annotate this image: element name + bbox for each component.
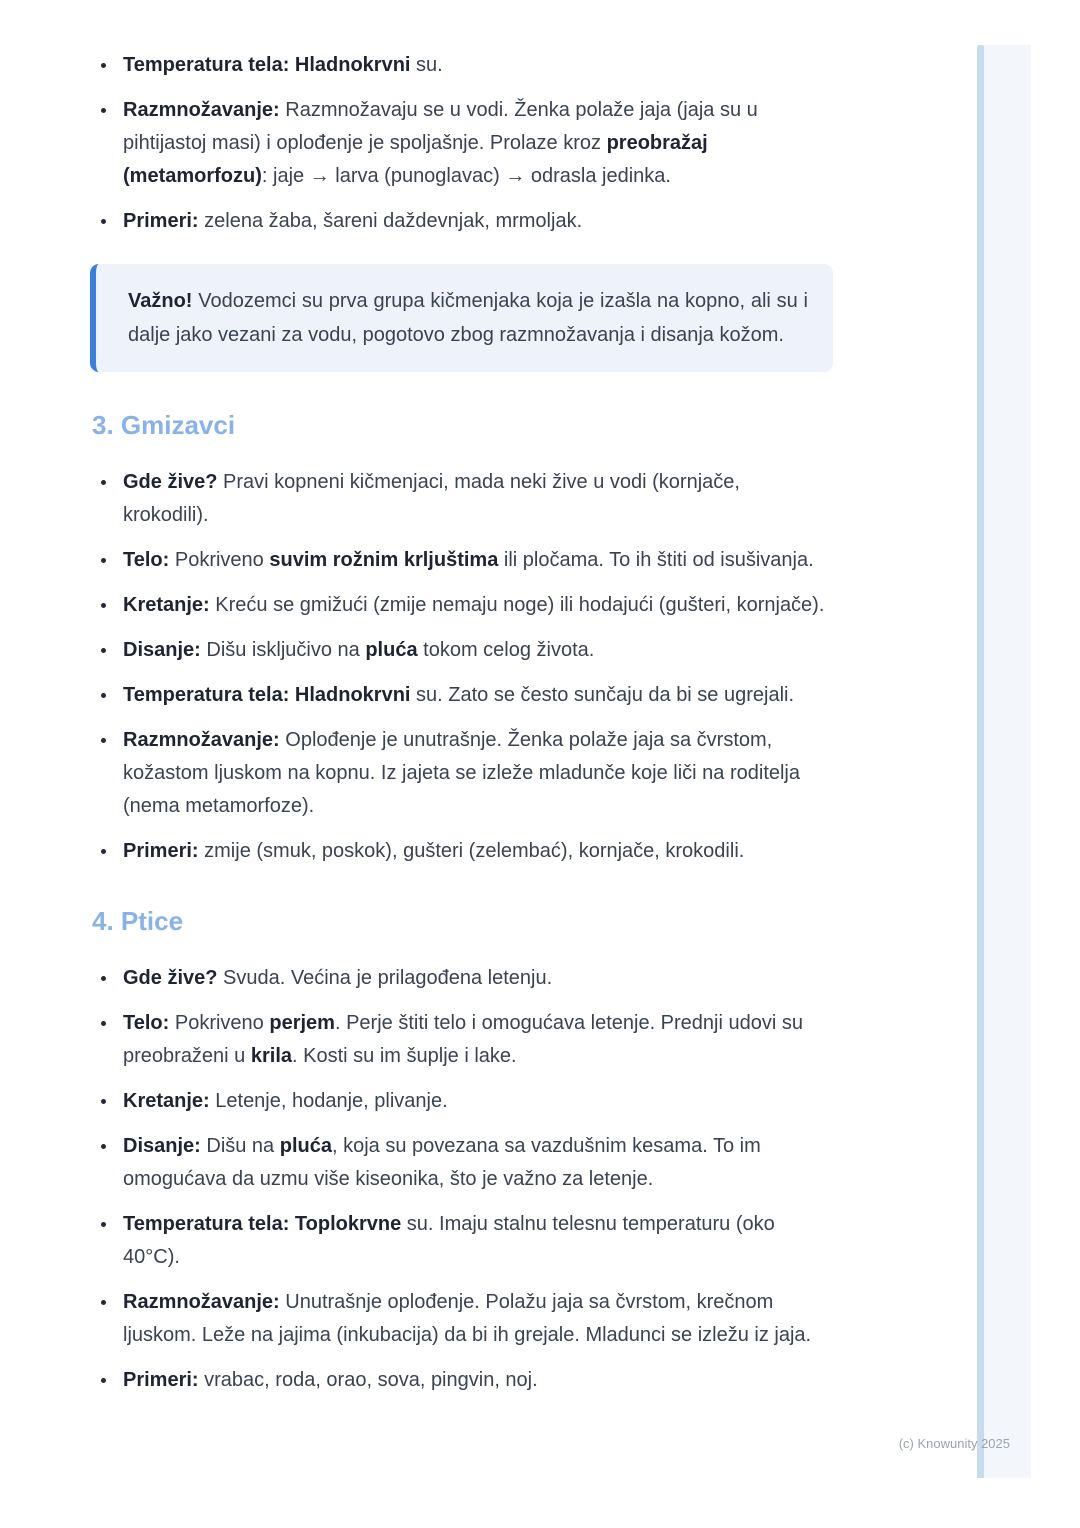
bullet-dot-icon (101, 1144, 106, 1149)
callout-body: Vodozemci su prva grupa kičmenjaka koja je izašla na kopno, ali su i dalje jako vezani za vodu, pogotovo zbog razmnožavanja i disanja kožom. (128, 290, 808, 346)
bullet-dot-icon (101, 693, 106, 698)
list-item-text: Telo: Pokriveno perjem. Perje štiti telo i omogućava letenje. Prednji udovi su preobraženi u krila. Kosti su im šuplje i lake. (123, 1012, 803, 1067)
list-item-text: Razmnožavanje: Oplođenje je unutrašnje. Ženka polaže jaja sa čvrstom, kožastom ljuskom na kopnu. Iz jajeta se izleže mladunče koje liči na roditelja (nema metamorfoze). (123, 729, 801, 817)
list-item-text: Temperatura tela: Toplokrvne su. Imaju stalnu telesnu temperaturu (oko 40°C). (123, 1213, 775, 1268)
list-item-text: Disanje: Dišu isključivo na pluća tokom celog života. (123, 639, 595, 661)
list-item-text: Gde žive? Pravi kopneni kičmenjaci, mada neki žive u vodi (kornjače, krokodili). (123, 471, 740, 526)
footer-copyright: (c) Knowunity 2025 (898, 1436, 1010, 1451)
list-item-text: Temperatura tela: Hladnokrvni su. Zato se često sunčaju da bi se ugrejali. (123, 684, 795, 706)
bullet-dot-icon (101, 108, 106, 113)
list-item (123, 205, 825, 238)
bullet-dot-icon (101, 738, 106, 743)
list-item (123, 634, 825, 667)
callout-label: Važno! (128, 290, 193, 312)
bullet-dot-icon (101, 1021, 106, 1026)
list-item (123, 94, 825, 193)
list-item (123, 1085, 825, 1118)
list-item (123, 1208, 825, 1274)
list-item-text: Temperatura tela: Hladnokrvni su. (123, 54, 443, 76)
list-item (123, 1286, 825, 1352)
list-item-text: Disanje: Dišu na pluća, koja su povezana sa vazdušnim kesama. To im omogućava da uzmu više kiseonika, što je važno za letenje. (123, 1135, 761, 1190)
bullet-dot-icon (101, 480, 106, 485)
list-item (123, 962, 825, 995)
list-item (123, 835, 825, 868)
bullet-dot-icon (101, 1378, 106, 1383)
list-item-text: Primeri: vrabac, roda, orao, sova, pingvin, noj. (123, 1369, 538, 1391)
callout-text (128, 284, 808, 352)
page-edge-panel (984, 45, 1031, 1478)
list-item-text: Primeri: zmije (smuk, poskok), gušteri (zelembać), kornjače, krokodili. (123, 840, 745, 862)
list-item-text: Kretanje: Kreću se gmižući (zmije nemaju noge) ili hodajući (gušteri, kornjače). (123, 594, 825, 616)
list-item-text: Kretanje: Letenje, hodanje, plivanje. (123, 1090, 448, 1112)
section-ptice (92, 906, 835, 1397)
list-item-text: Razmnožavanje: Razmnožavaju se u vodi. Ženka polaže jaja (jaja su u pihtijastoj masi) i oplođenje je spoljašnje. Prolaze kroz preobražaj (metamorfozu): jaje → larva (punoglavac) → odrasla jedinka. (123, 99, 758, 187)
section-title-gmizavci: 3. Gmizavci (92, 410, 236, 440)
bullet-dot-icon (101, 63, 106, 68)
bullet-dot-icon (101, 558, 106, 563)
document-content (92, 49, 835, 1409)
bullet-dot-icon (101, 1222, 106, 1227)
list-item (123, 1364, 825, 1397)
section-title-ptice: 4. Ptice (92, 906, 184, 936)
list-item (123, 724, 825, 823)
bullet-dot-icon (101, 648, 106, 653)
list-item-text: Primeri: zelena žaba, šareni daždevnjak, mrmoljak. (123, 210, 583, 232)
intro-bullet-list (92, 49, 835, 238)
list-item (123, 466, 825, 532)
list-item-text: Gde žive? Svuda. Većina je prilagođena letenju. (123, 967, 553, 989)
list-item (123, 1130, 825, 1196)
list-item (123, 589, 825, 622)
list-item-text: Razmnožavanje: Unutrašnje oplođenje. Polažu jaja sa čvrstom, krečnom ljuskom. Leže na jajima (inkubacija) da bi ih grejale. Mladunci se izležu iz jaja. (123, 1291, 812, 1346)
gmizavci-bullet-list (92, 466, 835, 868)
page-edge-strip (977, 45, 984, 1478)
bullet-dot-icon (101, 849, 106, 854)
list-item (123, 1007, 825, 1073)
bullet-dot-icon (101, 603, 106, 608)
list-item-text: Telo: Pokriveno suvim rožnim krljuštima ili pločama. To ih štiti od isušivanja. (123, 549, 814, 571)
ptice-bullet-list (92, 962, 835, 1397)
list-item (123, 544, 825, 577)
bullet-dot-icon (101, 976, 106, 981)
bullet-dot-icon (101, 1300, 106, 1305)
bullet-dot-icon (101, 219, 106, 224)
list-item (123, 49, 825, 82)
important-callout (90, 264, 833, 372)
list-item (123, 679, 825, 712)
section-gmizavci (92, 410, 835, 868)
bullet-dot-icon (101, 1099, 106, 1104)
